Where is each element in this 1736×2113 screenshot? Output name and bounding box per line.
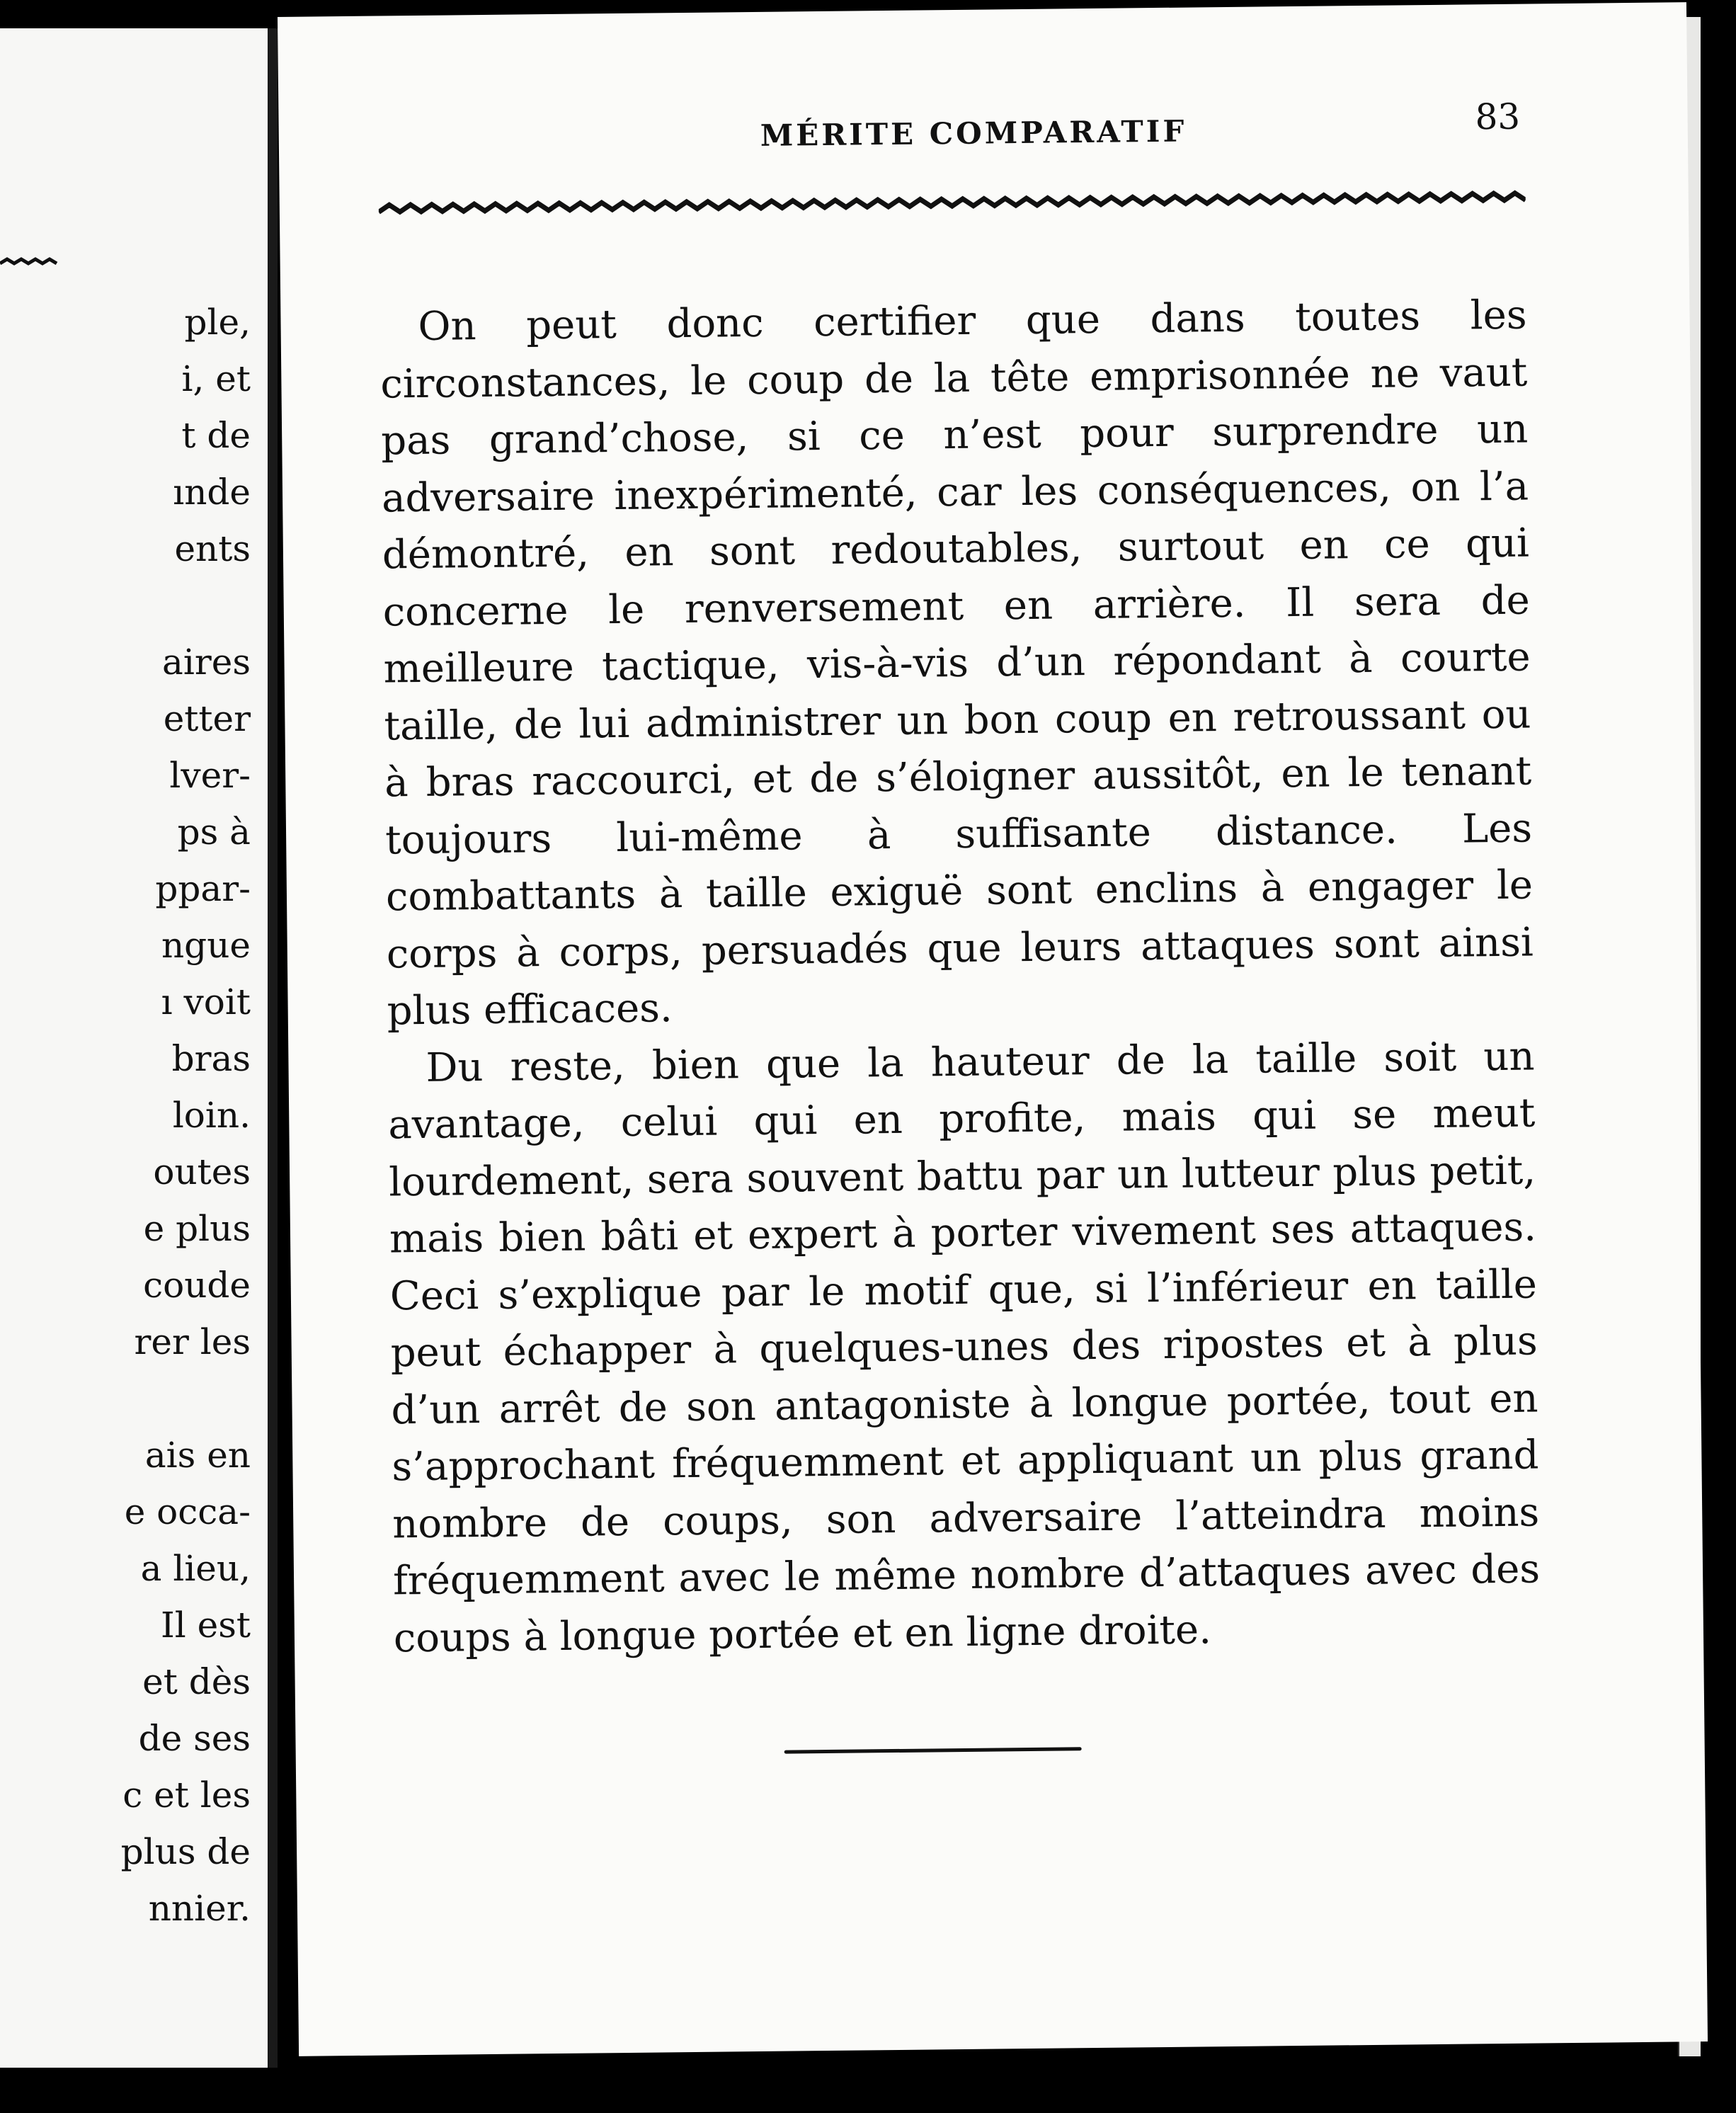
left-page-line: nnier. — [148, 1888, 251, 1929]
left-page-line: bras — [171, 1038, 251, 1079]
left-page-line: ps à — [177, 811, 251, 853]
left-page-line: i, et — [181, 358, 251, 399]
left-page-line: ngue — [161, 925, 251, 966]
left-page-fragment — [0, 28, 278, 2068]
end-rule — [784, 1747, 1082, 1753]
page-number: 83 — [1475, 96, 1521, 138]
left-page-line: ais en — [144, 1435, 251, 1476]
left-page-line: a lieu, — [140, 1548, 251, 1589]
ornamental-rule — [379, 185, 1526, 225]
book-page — [278, 2, 1708, 2056]
left-page-line: plus de — [120, 1831, 251, 1872]
left-page-line: rer les — [134, 1321, 251, 1362]
left-page-line: aires — [162, 642, 251, 683]
left-page-line: ple, — [184, 302, 251, 343]
left-page-line: outes — [153, 1151, 251, 1192]
left-page-line: coude — [143, 1265, 251, 1306]
body-text — [379, 287, 1541, 1668]
left-page-line: ppar- — [155, 868, 251, 909]
left-page-line: t de — [181, 415, 251, 456]
left-page-line: ents — [174, 528, 251, 569]
left-page-line: c et les — [122, 1775, 251, 1816]
left-page-line: loin. — [172, 1095, 251, 1136]
paragraph-2: Du reste, bien que la hauteur de la taille soit un avantage, celui qui en profite, mais qui se meut lourdement, sera souvent battu par un lutteur plus petit, mais bien bâti et expert à porter vivement ses attaques. Ceci s’explique par le motif que, si l’inférieur en taille peut échapper à quelques-unes des ripostes et à plus d’un arrêt de son antagoniste à longue portée, tout en s’approchant fréquemment et appliquant un plus grand nombre de coups, son adversaire l’atteindra moins fréquemment avec le même nombre d’attaques avec des coups à longue portée et en ligne droite. — [388, 1032, 1541, 1661]
left-page-line: e occa- — [124, 1491, 251, 1532]
left-page-line: etter — [163, 698, 251, 739]
running-header: MÉRITE COMPARATIF — [760, 113, 1187, 153]
left-page-line: de ses — [138, 1718, 251, 1759]
left-page-line: Il est — [161, 1605, 251, 1646]
left-page-line: lver- — [169, 755, 251, 796]
left-page-line: et dès — [142, 1661, 251, 1702]
left-page-line: ınde — [173, 472, 251, 513]
left-ornament — [0, 256, 64, 270]
left-page-line: ı voit — [161, 981, 251, 1023]
left-page-line: e plus — [143, 1208, 251, 1249]
zigzag-line — [379, 193, 1526, 212]
paragraph-1: On peut donc certifier que dans toutes les circonstances, le coup de la tête emprisonnée ne vaut pas grand’chose, si ce n’est pour surprendre un adversaire inexpérimenté, car les conséquences, on l’a démontré, en sont redoutables, surtout en ce qui concerne le renversement en arrière. Il sera de meilleure tactique, vis-à-vis d’un répondant à courte taille, de lui administrer un bon coup en retroussant ou à bras raccourci, et de s’éloigner aussitôt, en le tenant toujours lui-même à suffisante distance. Les combattants à taille exiguë sont enclins à engager le corps à corps, persuadés que leurs attaques sont ainsi plus efficaces. — [380, 292, 1534, 1035]
